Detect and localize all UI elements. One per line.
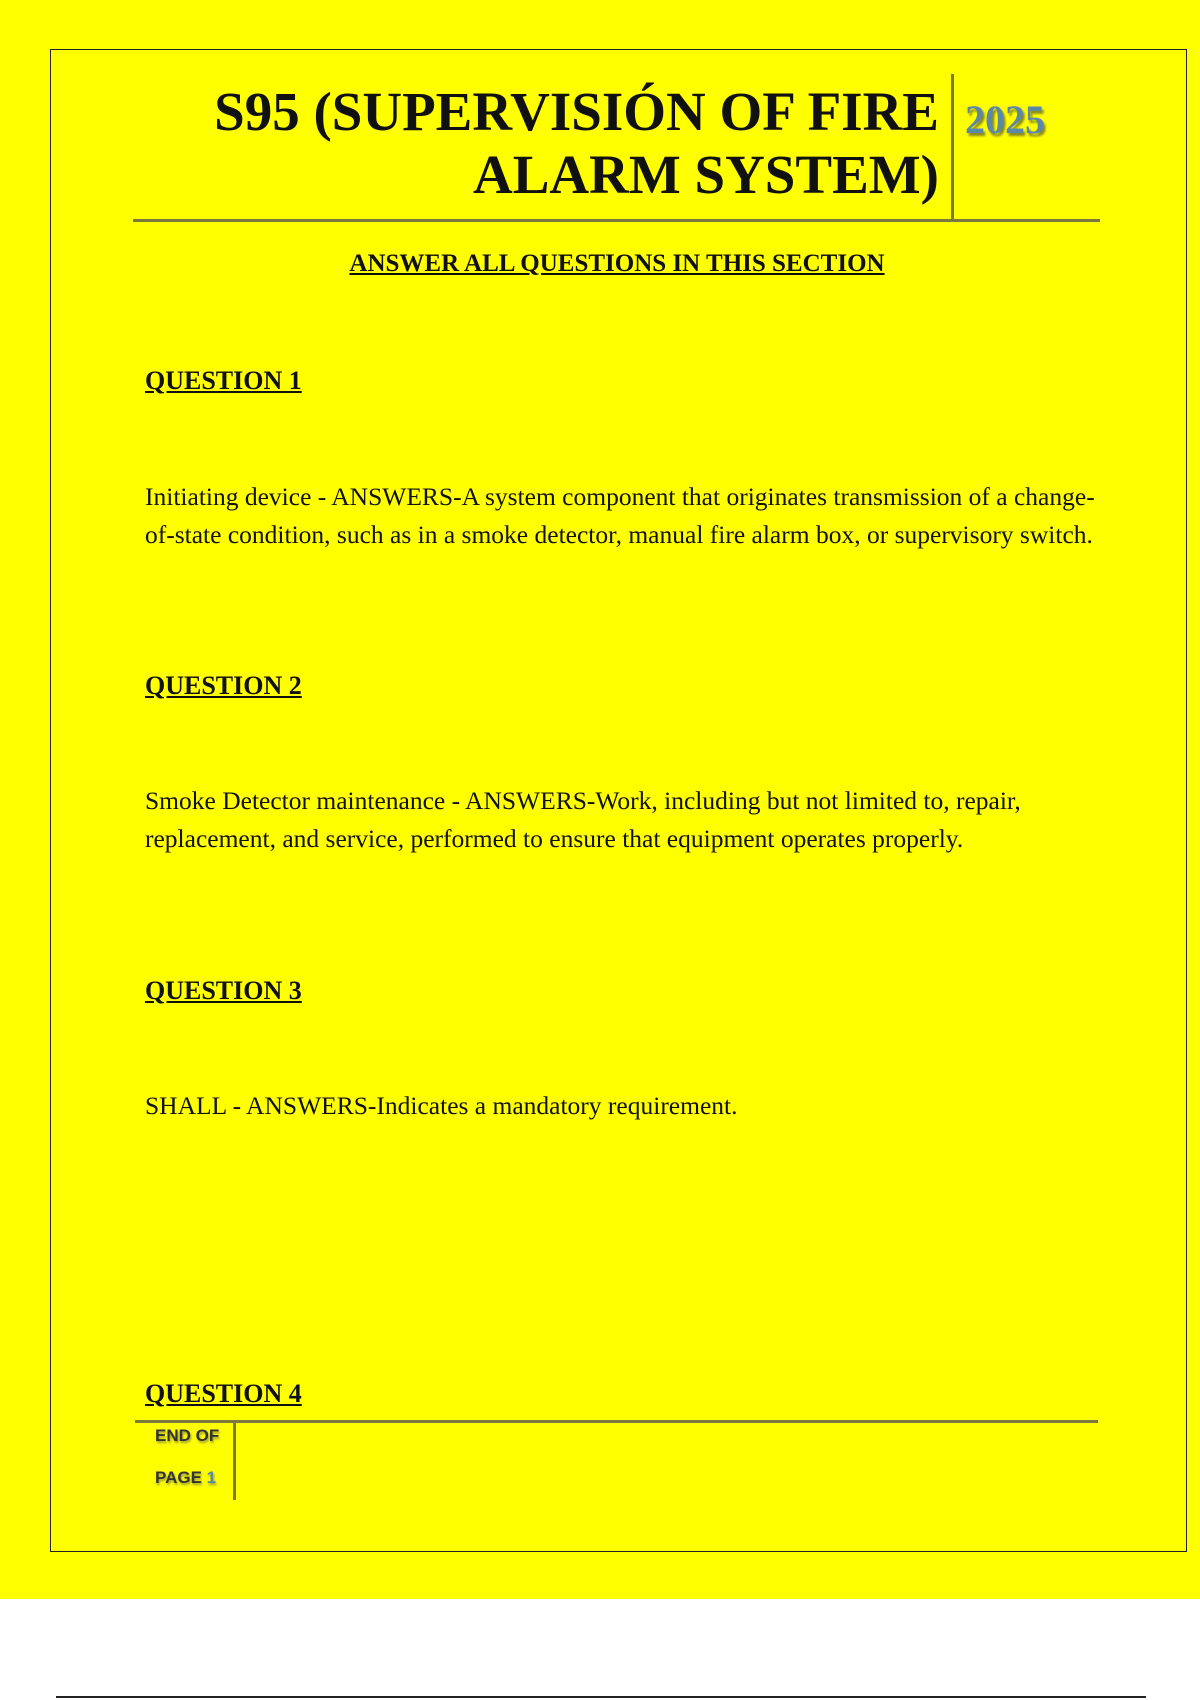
year-badge: 2025 [965,97,1045,142]
title-line-1: S95 (SUPERVISIÓN OF FIRE [214,81,939,142]
question-answer: Initiating device - ANSWERS-A system component that originates transmission of a change-of-state condition, such as in a smoke detector, manual fire alarm box, or supervisory switch. [145,482,1095,549]
header-divider-vertical [951,74,954,220]
question-answer: SHALL - ANSWERS-Indicates a mandatory requirement. [145,1091,738,1120]
footer-end-of: END OF [155,1426,220,1445]
header-divider [133,219,1100,222]
footer-divider [135,1420,1098,1423]
title-line-2: ALARM SYSTEM) [473,144,939,205]
footer-page-number: 1 [206,1468,217,1487]
footer-page [155,1468,216,1488]
question-heading: QUESTION 3 [145,976,302,1005]
question-answer: Smoke Detector maintenance - ANSWERS-Work, including but not limited to, repair, replacement, and service, performed to ensure that equipment operates properly. [145,786,1021,853]
page-title [214,80,939,206]
question-heading: QUESTION 4 [145,1379,302,1408]
footer-divider-vertical [233,1423,236,1500]
question-heading: QUESTION 2 [145,671,302,700]
section-heading: ANSWER ALL QUESTIONS IN THIS SECTION [349,250,885,277]
next-page-rule [56,1696,1146,1698]
footer-page-label: PAGE [155,1468,202,1487]
question-heading: QUESTION 1 [145,366,302,395]
